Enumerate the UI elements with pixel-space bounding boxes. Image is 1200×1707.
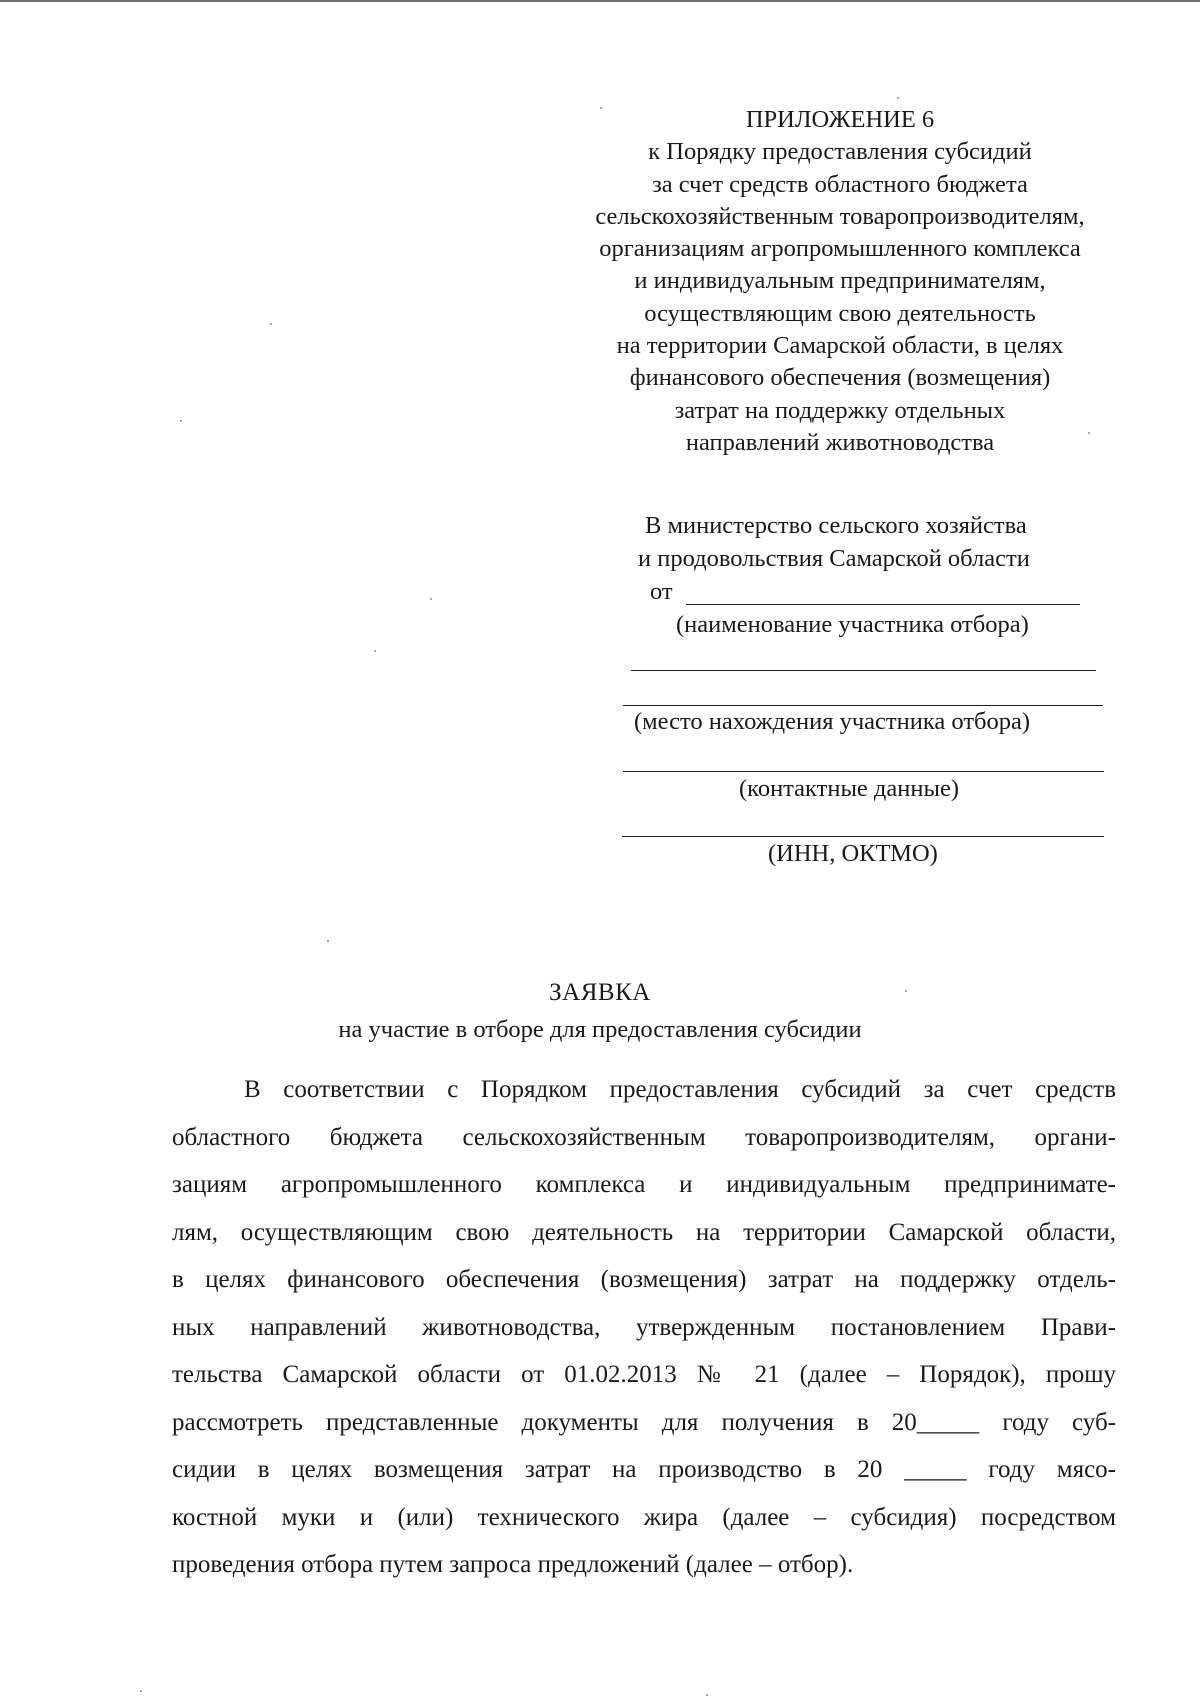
speck <box>600 107 602 109</box>
body-line: областного бюджета сельскохозяйственным товаропроизводителям, органи- <box>172 1124 1116 1151</box>
appendix-line: за счет средств областного бюджета <box>652 170 1028 198</box>
inn-oktmo-field[interactable] <box>622 836 1104 837</box>
inn-oktmo-caption: (ИНН, ОКТМО) <box>768 840 938 867</box>
document-subtitle: на участие в отборе для предоставления субсидии <box>338 1016 862 1043</box>
appendix-title: ПРИЛОЖЕНИЕ 6 <box>745 106 935 133</box>
body-line: ных направлений животноводства, утвержденным постановлением Прави- <box>172 1314 1116 1341</box>
addressee-line-1: В министерство сельского хозяйства <box>645 512 1027 539</box>
from-label: от <box>650 578 673 605</box>
body-line: зациям агропромышленного комплекса и индивидуальным предпринимате- <box>172 1171 1116 1198</box>
body-line: тельства Самарской области от 01.02.2013 № 21 (далее – Порядок), прошу <box>172 1361 1116 1388</box>
appendix-line: сельскохозяйственным товаропроизводителям, <box>595 202 1085 230</box>
speck <box>706 1694 708 1696</box>
appendix-line: финансового обеспечения (возмещения) <box>629 364 1051 392</box>
speck <box>180 420 182 422</box>
speck <box>327 940 329 942</box>
body-line: в целях финансового обеспечения (возмещения) затрат на поддержку отдель- <box>172 1266 1116 1293</box>
speck <box>897 97 899 99</box>
appendix-line: направлений животноводства <box>685 428 995 456</box>
document-title: ЗАЯВКА <box>549 979 651 1006</box>
speck <box>270 323 272 325</box>
speck <box>140 1690 142 1692</box>
body-line: сидии в целях возмещения затрат на производство в 20 _____ году мясо- <box>172 1456 1116 1483</box>
contacts-field[interactable] <box>623 771 1104 772</box>
appendix-line: к Порядку предоставления субсидий <box>648 138 1032 166</box>
participant-name-field-2[interactable] <box>631 670 1096 671</box>
scan-top-edge <box>0 0 1200 2</box>
speck <box>1088 432 1090 434</box>
participant-name-caption: (наименование участника отбора) <box>676 611 1029 638</box>
body-line: рассмотреть представленные документы для получения в 20_____ году суб- <box>172 1409 1116 1436</box>
appendix-line: и индивидуальным предпринимателям, <box>634 267 1046 295</box>
body-line: костной муки и (или) технического жира (далее – субсидия) посредством <box>172 1504 1116 1531</box>
body-line: лям, осуществляющим свою деятельность на территории Самарской области, <box>172 1219 1116 1246</box>
body-line: проведения отбора путем запроса предложений (далее – отбор). <box>172 1551 854 1578</box>
contacts-caption: (контактные данные) <box>739 775 959 802</box>
speck <box>905 990 907 992</box>
appendix-line: осуществляющим свою деятельность <box>644 299 1036 327</box>
participant-name-field[interactable] <box>686 604 1080 605</box>
appendix-line: организациям агропромышленного комплекса <box>599 235 1081 263</box>
location-caption: (место нахождения участника отбора) <box>634 708 1031 735</box>
location-field[interactable] <box>623 705 1103 706</box>
appendix-line: затрат на поддержку отдельных <box>674 396 1006 424</box>
speck <box>374 650 376 652</box>
appendix-header <box>540 104 1140 459</box>
speck <box>430 598 432 600</box>
body-line: В соответствии с Порядком предоставления субсидий за счет средств <box>244 1076 1116 1103</box>
appendix-line: на территории Самарской области, в целях <box>616 332 1064 360</box>
addressee-line-2: и продовольствия Самарской области <box>638 545 1030 572</box>
